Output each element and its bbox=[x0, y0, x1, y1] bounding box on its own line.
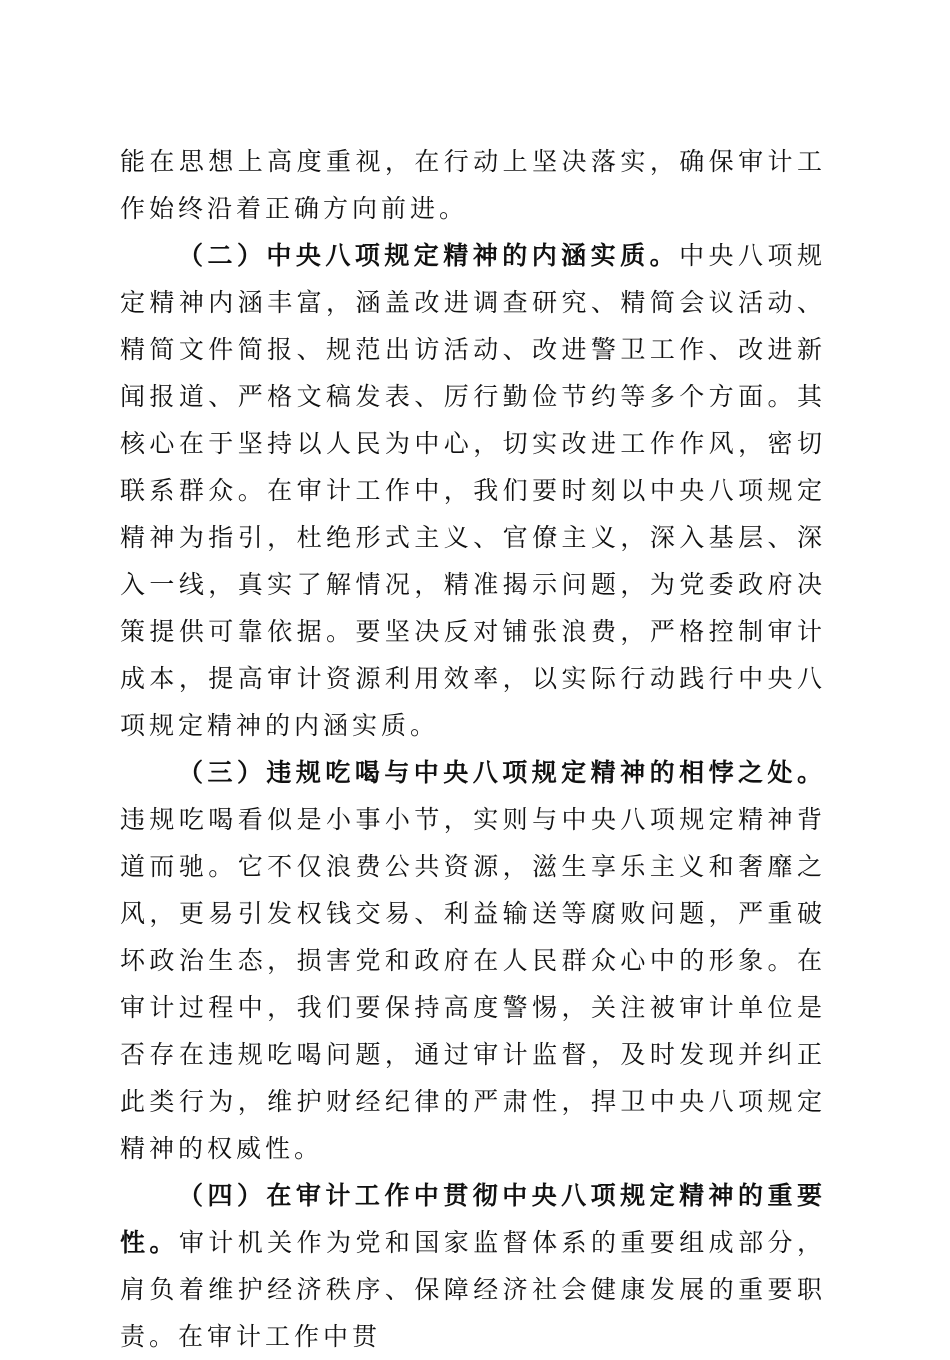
paragraph-body: 能在思想上高度重视，在行动上坚决落实，确保审计工作始终沿着正确方向前进。 bbox=[120, 147, 826, 223]
paragraph-continuation bbox=[120, 138, 826, 232]
section-heading: （三）违规吃喝与中央八项规定精神的相悖之处。 bbox=[178, 758, 826, 787]
paragraph-body: 违规吃喝看似是小事小节，实则与中央八项规定精神背道而驰。它不仅浪费公共资源，滋生享乐主义和奢靡之风，更易引发权钱交易、利益输送等腐败问题，严重破坏政治生态，损害党和政府在人民群众心中的形象。在审计过程中，我们要保持高度警惕，关注被审计单位是否存在违规吃喝问题，通过审计监督，及时发现并纠正此类行为，维护财经纪律的严肃性，捍卫中央八项规定精神的权威性。 bbox=[120, 805, 826, 1163]
paragraph-section-3 bbox=[120, 749, 826, 1172]
paragraph-body: 中央八项规定精神内涵丰富，涵盖改进调查研究、精简会议活动、精简文件简报、规范出访活动、改进警卫工作、改进新闻报道、严格文稿发表、厉行勤俭节约等多个方面。其核心在于坚持以人民为中心，切实改进工作作风，密切联系群众。在审计工作中，我们要时刻以中央八项规定精神为指引，杜绝形式主义、官僚主义，深入基层、深入一线，真实了解情况，精准揭示问题，为党委政府决策提供可靠依据。要坚决反对铺张浪费，严格控制审计成本，提高审计资源利用效率，以实际行动践行中央八项规定精神的内涵实质。 bbox=[120, 241, 826, 740]
document-body bbox=[120, 138, 826, 1360]
section-heading: （四）在审计工作中贯彻中央八项规定精神的重要性。 bbox=[120, 1181, 826, 1257]
paragraph-section-2 bbox=[120, 232, 826, 749]
paragraph-section-4 bbox=[120, 1172, 826, 1360]
section-heading: （二）中央八项规定精神的内涵实质。 bbox=[178, 241, 680, 270]
paragraph-body: 审计机关作为党和国家监督体系的重要组成部分，肩负着维护经济秩序、保障经济社会健康发展的重要职责。在审计工作中贯 bbox=[120, 1228, 826, 1351]
